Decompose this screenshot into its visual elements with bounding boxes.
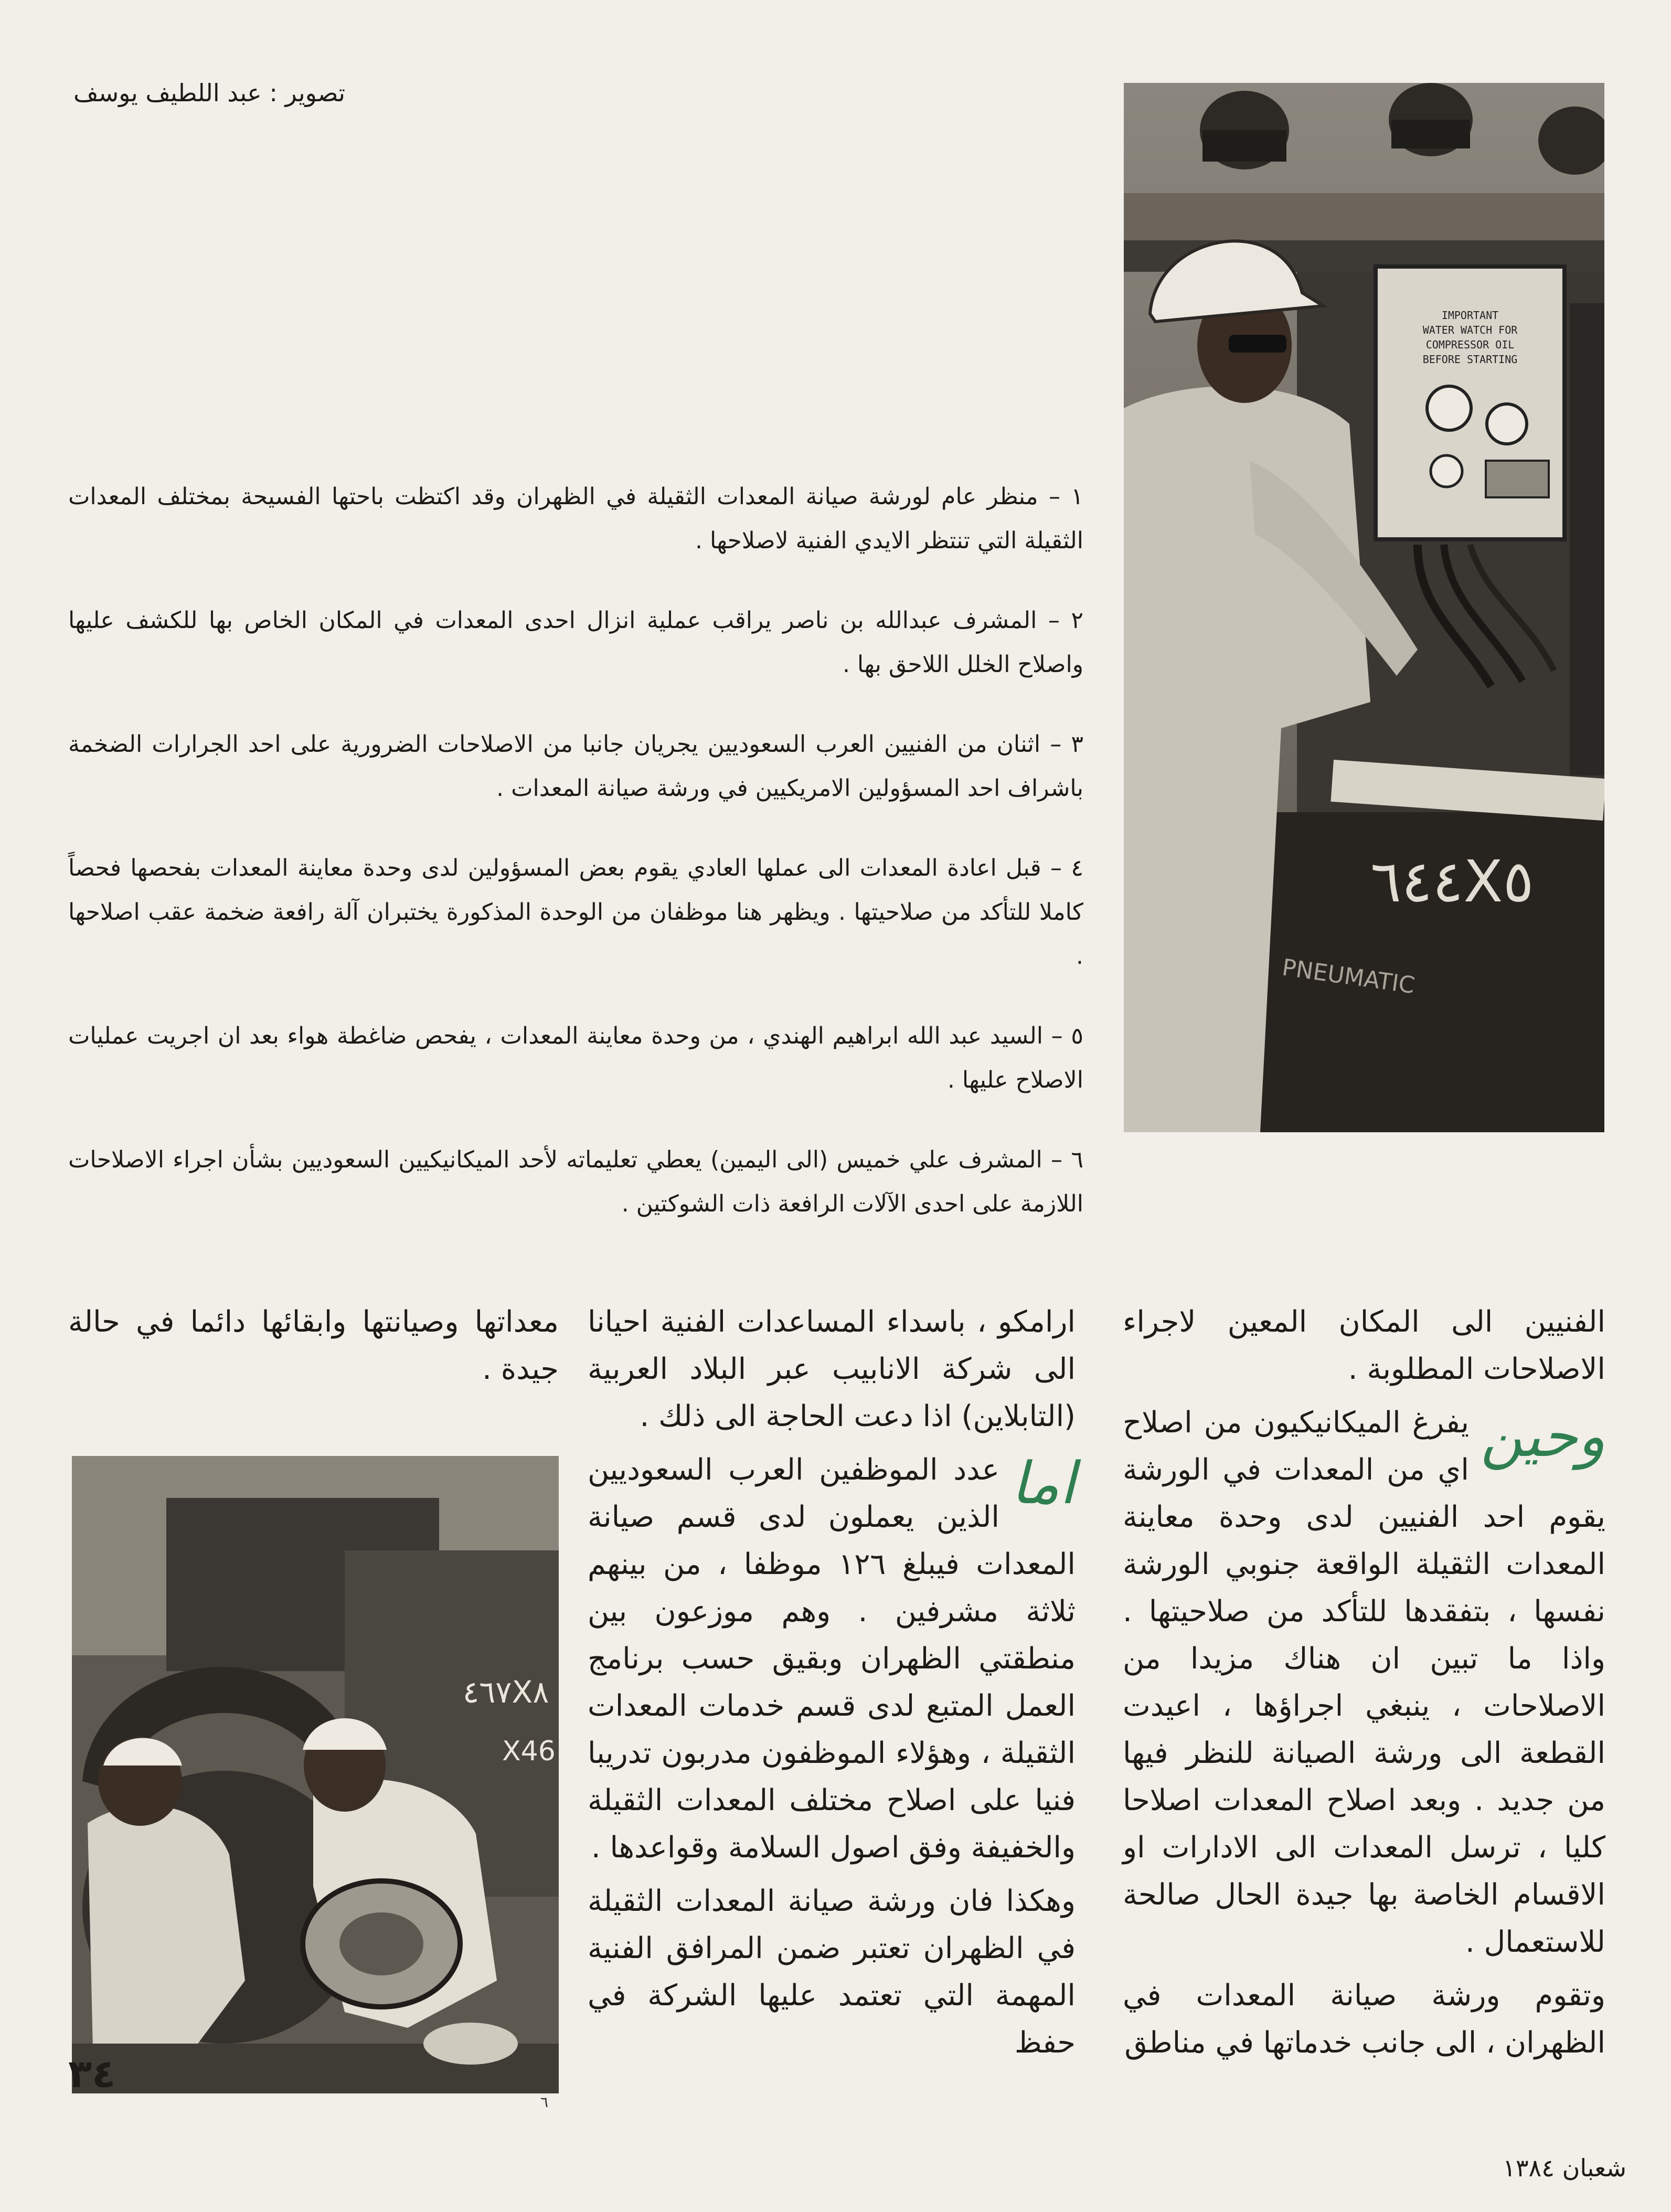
article-column-middle [588, 1299, 1076, 2073]
dropcap: وحين [1480, 1402, 1605, 1470]
caption-5: ٥ – السيد عبد الله ابراهيم الهندي ، من وحدة معاينة المعدات ، يفحص ضاغطة هواء بعد ان اجريت عمليات الاصلاح عليها . [68, 1023, 1083, 1093]
paragraph: وهكذا فان ورشة صيانة المعدات الثقيلة في الظهران تعتبر ضمن المرافق الفنية المهمة التي تعتمد عليها الشركة في حفظ [588, 1884, 1076, 2060]
article-column-right [1123, 1299, 1605, 2073]
paragraph: معداتها وصيانتها وابقائها دائما في حالة جيدة . [68, 1305, 559, 1386]
forklift-repair-photo [72, 1456, 559, 2093]
caption-6: ٦ – المشرف علي خميس (الى اليمين) يعطي تعليماته لأحد الميكانيكيين السعوديين بشأن اجراء الاصلاحات اللازمة على احدى الآلات الرافعة ذات الشوكتين . [68, 1146, 1083, 1217]
paragraph: وتقوم ورشة صيانة المعدات في الظهران ، الى جانب خدماتها في مناطق [1123, 1979, 1605, 2060]
photo-captions [68, 475, 1083, 1262]
photo-number-label: ٦ [540, 2093, 549, 2111]
compressor-inspection-photo [1124, 83, 1604, 1132]
page-number: ٣٤ [68, 2051, 116, 2097]
paragraph: ارامكو ، باسداء المساعدات الفنية احيانا الى شركة الانابيب عبر البلاد العربية (التابلاين) اذا دعت الحاجة الى ذلك . [588, 1305, 1076, 1433]
paragraph-text: يفرغ الميكانيكيون من اصلاح اي من المعدات في الورشة يقوم احد الفنيين لدى وحدة معاينة المعدات الثقيلة الواقعة جنوبي الورشة نفسها ، بتفقدها للتأكد من صلاحيتها . واذا ما تبين ان هناك مزيدا من الاصلاحات ، ينبغي اجراؤها ، اعيدت القطعة الى ورشة الصيانة للنظر فيها من جديد . وبعد اصلاح المعدات اصلاحا كليا ، ترسل المعدات الى الادارات او الاقسام الخاصة بها جيدة الحال صالحة للاستعمال . [1123, 1406, 1605, 1959]
plate-number-1: ٤٦٧X٨ [463, 1674, 549, 1710]
panel-text-3: COMPRESSOR OIL [1425, 338, 1515, 351]
panel-text-1: IMPORTANT [1441, 309, 1499, 322]
plate-number-2: X46 [502, 1736, 556, 1767]
issue-date: شعبان ١٣٨٤ [1503, 2154, 1626, 2182]
caption-3: ٣ – اثنان من الفنيين العرب السعوديين يجريان جانبا من الاصلاحات الضرورية على احد الجرارات الضخمة باشراف احد المسؤولين الامريكيين في ورشة صيانة المعدات . [68, 731, 1083, 802]
paragraph-with-dropcap [588, 1447, 1076, 1871]
truck-label: PNEUMATIC [1280, 954, 1417, 999]
paragraph-with-dropcap [1123, 1399, 1605, 1966]
truck-number: ٦٤٤X٥ [1370, 848, 1534, 915]
article-column-left [68, 1299, 559, 1399]
panel-text-2: WATER WATCH FOR [1422, 324, 1518, 336]
caption-4: ٤ – قبل اعادة المعدات الى عملها العادي يقوم بعض المسؤولين لدى وحدة معاينة المعدات بفحصها فحصاً كاملا للتأكد من صلاحيتها . ويظهر هنا موظفان من الوحدة المذكورة يختبران آلة رافعة ضخمة عقب اصلاحها . [68, 855, 1083, 970]
caption-2: ٢ – المشرف عبدالله بن ناصر يراقب عملية انزال احدى المعدات في المكان الخاص بها للكشف عليها واصلاح الخلل اللاحق بها . [68, 607, 1083, 678]
photo-credit: تصوير : عبد اللطيف يوسف [73, 79, 346, 107]
paragraph-text: عدد الموظفين العرب السعوديين الذين يعملون لدى قسم صيانة المعدات فيبلغ ١٢٦ موظفا ، من بينهم ثلاثة مشرفين . وهم موزعون بين منطقتي الظهران وبقيق حسب برنامج العمل المتبع لدى قسم خدمات المعدات الثقيلة ، وهؤلاء الموظفون مدربون تدريبا فنيا على اصلاح مختلف المعدات الثقيلة والخفيفة وفق اصول السلامة وقواعدها . [588, 1453, 1076, 1865]
paragraph: الفنيين الى المكان المعين لاجراء الاصلاحات المطلوبة . [1123, 1305, 1605, 1386]
panel-text-4: BEFORE STARTING [1422, 353, 1518, 366]
caption-1: ١ – منظر عام لورشة صيانة المعدات الثقيلة في الظهران وقد اكتظت باحتها الفسيحة بمختلف المعدات الثقيلة التي تنتظر الايدي الفنية لاصلاحها . [68, 483, 1083, 554]
dropcap: اما [1011, 1450, 1076, 1517]
